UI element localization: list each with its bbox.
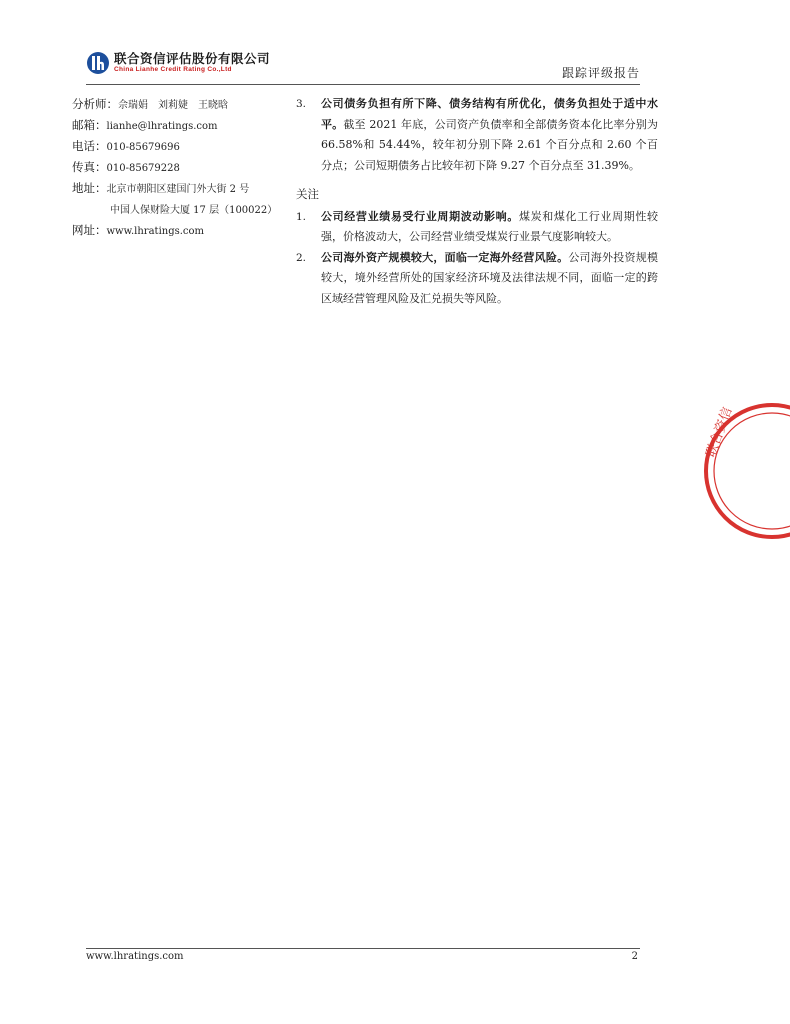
seal-stamp-icon <box>700 398 790 544</box>
fax-label: 传真： <box>72 160 107 174</box>
concern-item-1 <box>296 207 658 248</box>
item-number: 1. <box>296 210 307 223</box>
report-type: 跟踪评级报告 <box>561 66 640 80</box>
concern-item-2 <box>296 248 658 310</box>
website-row <box>72 222 292 243</box>
rating-points <box>296 94 658 309</box>
website-link[interactable]: www.lhratings.com <box>106 226 205 237</box>
phone-number: 010-85679696 <box>106 142 180 153</box>
item-heading: 公司海外资产规模较大，面临一定海外经营风险。 <box>321 250 569 264</box>
email-link[interactable]: lianhe@lhratings.com <box>106 121 218 132</box>
item-number: 3. <box>296 98 307 110</box>
item-body <box>321 248 658 310</box>
fax-number: 010-85679228 <box>106 163 180 174</box>
item-body <box>321 207 658 248</box>
address-row <box>72 180 292 201</box>
header-divider <box>86 84 640 85</box>
address-label: 地址： <box>72 181 107 195</box>
analysts-row <box>72 96 292 117</box>
item-text: 煤炭和煤化工行业周期性较强，价格波动大，公司经营业绩受煤炭行业景气度影响较大。 <box>321 209 659 243</box>
website-label: 网址： <box>72 223 107 237</box>
phone-row <box>72 138 292 159</box>
footer-divider <box>86 948 640 949</box>
item-text: 截至 2021 年底，公司资产负债率和全部债务资本化比率分别为 66.58%和 54.44%，较年初分别下降 2.61 个百分点和 2.60 个百分点；公司短期债务占比较年初下降 9.27 个百分点至 31.39%。 <box>321 117 658 172</box>
svg-text:联合资信: 联合资信 <box>703 405 736 460</box>
phone-label: 电话： <box>72 139 107 153</box>
concerns-title: 关注 <box>296 187 319 201</box>
item-number: 2. <box>296 251 307 264</box>
address-line1: 北京市朝阳区建国门外大街 2 号 <box>106 184 250 195</box>
company-name-en: China Lianhe Credit Rating Co.,Ltd <box>114 66 232 73</box>
company-logo <box>86 50 270 76</box>
email-row <box>72 117 292 138</box>
item-heading: 公司债务负担有所下降、债务结构有所优化，债务负担处于适中水平。 <box>321 97 658 131</box>
company-name-cn: 联合资信评估股份有限公司 <box>114 50 271 66</box>
item-text: 公司海外投资规模较大，境外经营所处的国家经济环境及法律法规不同，面临一定的跨区域经营管理风险及汇兑损失等风险。 <box>321 250 659 305</box>
item-body <box>321 94 658 176</box>
analysts-names: 佘瑞娟 刘莉婕 王晓晗 <box>118 100 228 111</box>
company-seal <box>700 398 736 544</box>
item-heading: 公司经营业绩易受行业周期波动影响。 <box>321 209 519 223</box>
footer-website[interactable]: www.lhratings.com <box>86 951 184 962</box>
lianhe-logo-icon <box>86 51 110 75</box>
fax-row <box>72 159 292 180</box>
strength-item-3 <box>296 94 658 176</box>
address-line2: 中国人保财险大厦 17 层（100022） <box>110 205 278 216</box>
page-number: 2 <box>631 951 638 962</box>
address-row-2 <box>72 201 292 222</box>
email-label: 邮箱： <box>72 118 107 132</box>
contact-info <box>72 96 292 243</box>
analysts-label: 分析师： <box>72 97 118 111</box>
